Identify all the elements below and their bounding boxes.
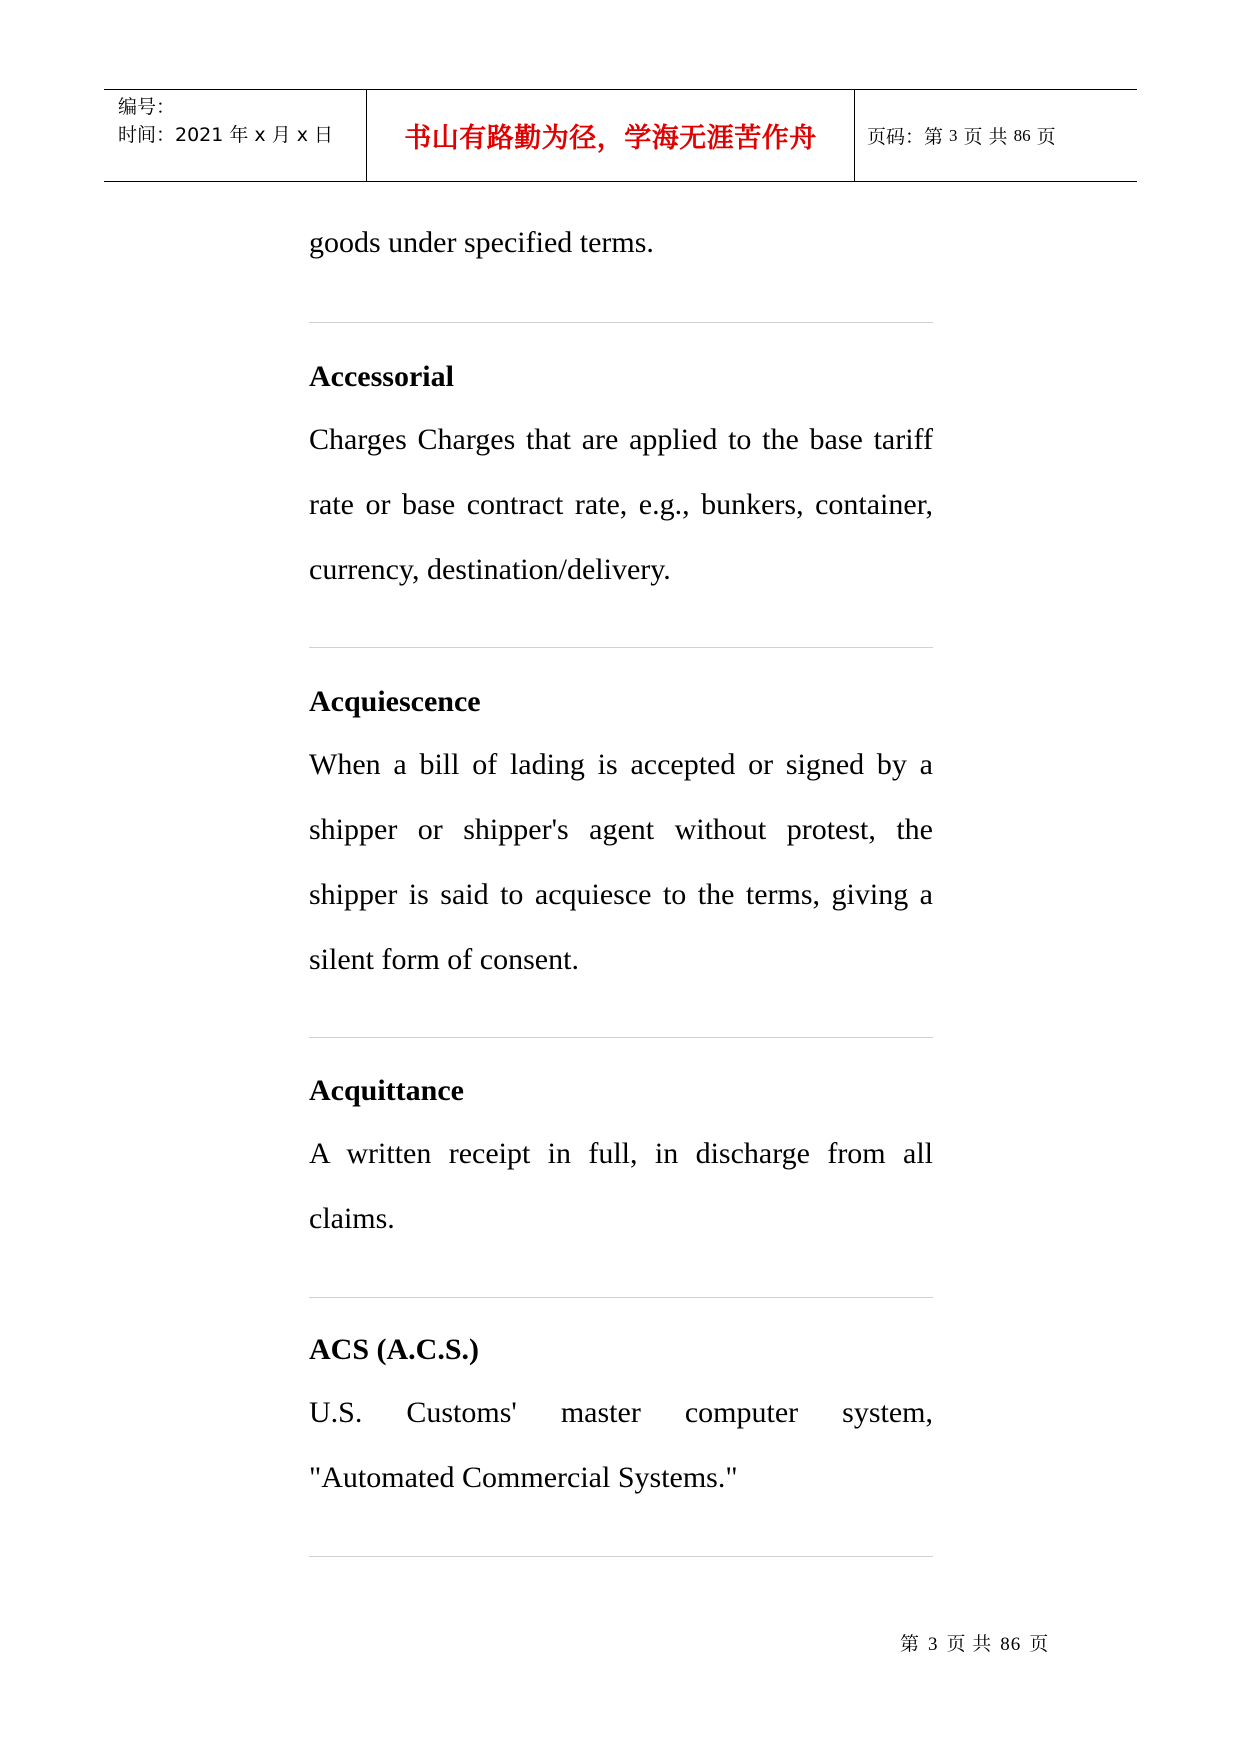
separator-line: [309, 1297, 933, 1298]
separator-line: [309, 322, 933, 323]
glossary-definition: A written receipt in full, in discharge from all claims.: [309, 1137, 933, 1235]
glossary-definition: When a bill of lading is accepted or signed by a shipper or shipper's agent without protest, the shipper is said to acquiesce to the terms, giving a silent form of consent.: [309, 748, 933, 976]
footer-page-total: 86: [1000, 1634, 1022, 1655]
separator-line: [309, 647, 933, 648]
header-motto: 书山有路勤为径，学海无涯苦作舟: [404, 123, 817, 154]
header-motto-cell: [367, 90, 855, 181]
glossary-term: Acquittance: [309, 1074, 464, 1107]
footer-page-mid: 页 共: [946, 1634, 993, 1655]
footer-page-prefix: 第: [900, 1634, 921, 1655]
footer-page-current: 3: [928, 1634, 939, 1655]
separator-line: [309, 1037, 933, 1038]
glossary-term: Acquiescence: [309, 685, 481, 718]
page-footer: [900, 1629, 1057, 1656]
header-page-mid: 页 共: [963, 126, 1008, 148]
glossary-term: Accessorial: [309, 360, 454, 393]
glossary-definition: U.S. Customs' master computer system, "Automated Commercial Systems.": [309, 1396, 933, 1494]
footer-page-suffix: 页: [1029, 1634, 1050, 1655]
page-header: [104, 89, 1137, 182]
header-meta-cell: [104, 90, 367, 181]
document-date-label: 时间：2021 年 x 月 x 日: [118, 124, 334, 146]
header-page-suffix: 页: [1036, 126, 1056, 148]
header-page-total: 86: [1013, 125, 1031, 145]
document-number-label: 编号：: [118, 96, 176, 118]
glossary-definition: Charges Charges that are applied to the base tariff rate or base contract rate, e.g., bunkers, container, currency, destination/delivery.: [309, 423, 933, 586]
glossary-term: ACS (A.C.S.): [309, 1333, 480, 1366]
header-page-cell: [855, 90, 1137, 181]
header-page-prefix: 页码：第: [867, 126, 944, 148]
header-page-current: 3: [949, 125, 958, 145]
separator-line: [309, 1556, 933, 1557]
intro-paragraph: goods under specified terms.: [309, 226, 654, 259]
